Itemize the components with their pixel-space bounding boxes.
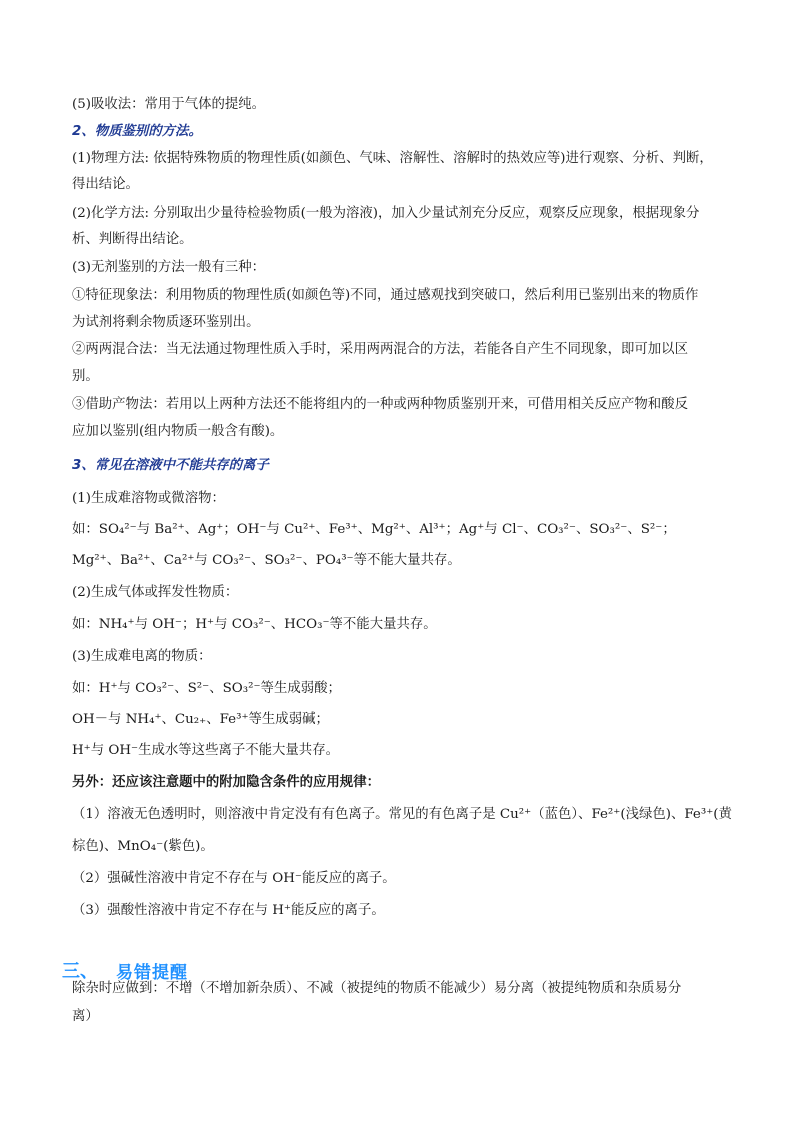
text-line: (3)生成难电离的物质： (72, 649, 212, 664)
section-title (62, 958, 188, 982)
text-line: 如：SO₄²⁻与 Ba²⁺、Ag⁺；OH⁻与 Cu²⁺、Fe³⁺、Mg²⁺、Al³⁺；Ag⁺与 Cl⁻、CO₃²⁻、SO₃²⁻、S²⁻； (72, 522, 676, 537)
text-line: (1)生成难溶物或微溶物： (72, 491, 225, 506)
text-line: 除杂时应做到：不增（不增加新杂质）、不减（被提纯的物质不能减少）易分离（被提纯物质和杂质易分 (72, 981, 682, 996)
text-line: （2）强碱性溶液中肯定不存在与 OH⁻能反应的离子。 (72, 871, 396, 886)
section-number: 三、 (62, 961, 98, 982)
text-line: 棕色)、MnO₄⁻(紫色)。 (72, 839, 214, 854)
text-line: 为试剂将剩余物质逐环鉴别出。 (72, 315, 260, 330)
heading-2: 2、物质鉴别的方法。 (72, 124, 202, 139)
text-line: 应加以鉴别(组内物质一般含有酸)。 (72, 424, 284, 439)
text-line: H⁺与 OH⁻生成水等这些离子不能大量共存。 (72, 743, 339, 758)
text-line: 如：H⁺与 CO₃²⁻、S²⁻、SO₃²⁻等生成弱酸； (72, 681, 341, 696)
text-line: Mg²⁺、Ba²⁺、Ca²⁺与 CO₃²⁻、SO₃²⁻、PO₄³⁻等不能大量共存。 (72, 553, 461, 568)
text-line: 得出结论。 (72, 177, 139, 192)
heading-3: 3、常见在溶液中不能共存的离子 (72, 458, 269, 473)
text-line: (3)无剂鉴别的方法一般有三种： (72, 260, 266, 275)
text-line: 别。 (72, 369, 99, 384)
text-line: （3）强酸性溶液中肯定不存在与 H⁺能反应的离子。 (72, 903, 385, 918)
text-line: 析、判断得出结论。 (72, 232, 193, 247)
text-line: 如：NH₄⁺与 OH⁻；H⁺与 CO₃²⁻、HCO₃⁻等不能大量共存。 (72, 617, 437, 632)
text-line: 离） (72, 1009, 99, 1024)
text-line: ②两两混合法：当无法通过物理性质入手时，采用两两混合的方法，若能各自产生不同现象，即可加以区 (72, 342, 688, 357)
text-line: (1)物理方法: 依据特殊物质的物理性质(如颜色、气味、溶解性、溶解时的热效应等)进行观察、分析、判断， (72, 151, 713, 166)
text-line: (2)生成气体或挥发性物质： (72, 585, 239, 600)
section-heading: 易错提醒 (116, 962, 188, 983)
text-line: (2)化学方法: 分别取出少量待检验物质(一般为溶液)，加入少量试剂充分反应，观察反应现象，根据现象分 (72, 206, 700, 221)
text-line: ①特征现象法：利用物质的物理性质(如颜色等)不同，通过感观找到突破口，然后利用已鉴别出来的物质作 (72, 288, 699, 303)
note-heading: 另外：还应该注意题中的附加隐含条件的应用规律： (72, 775, 380, 790)
text-line: OH－与 NH₄⁺、Cu₂₊、Fe³⁺等生成弱碱； (72, 712, 329, 727)
text-line: ③借助产物法：若用以上两种方法还不能将组内的一种或两种物质鉴别开来，可借用相关反应产物和酸反 (72, 397, 688, 412)
text-line: (5)吸收法：常用于气体的提纯。 (72, 97, 266, 112)
text-line: （1）溶液无色透明时，则溶液中肯定没有有色离子。常见的有色离子是 Cu²⁺（蓝色）、Fe²⁺(浅绿色)、Fe³⁺(黄 (72, 807, 732, 822)
